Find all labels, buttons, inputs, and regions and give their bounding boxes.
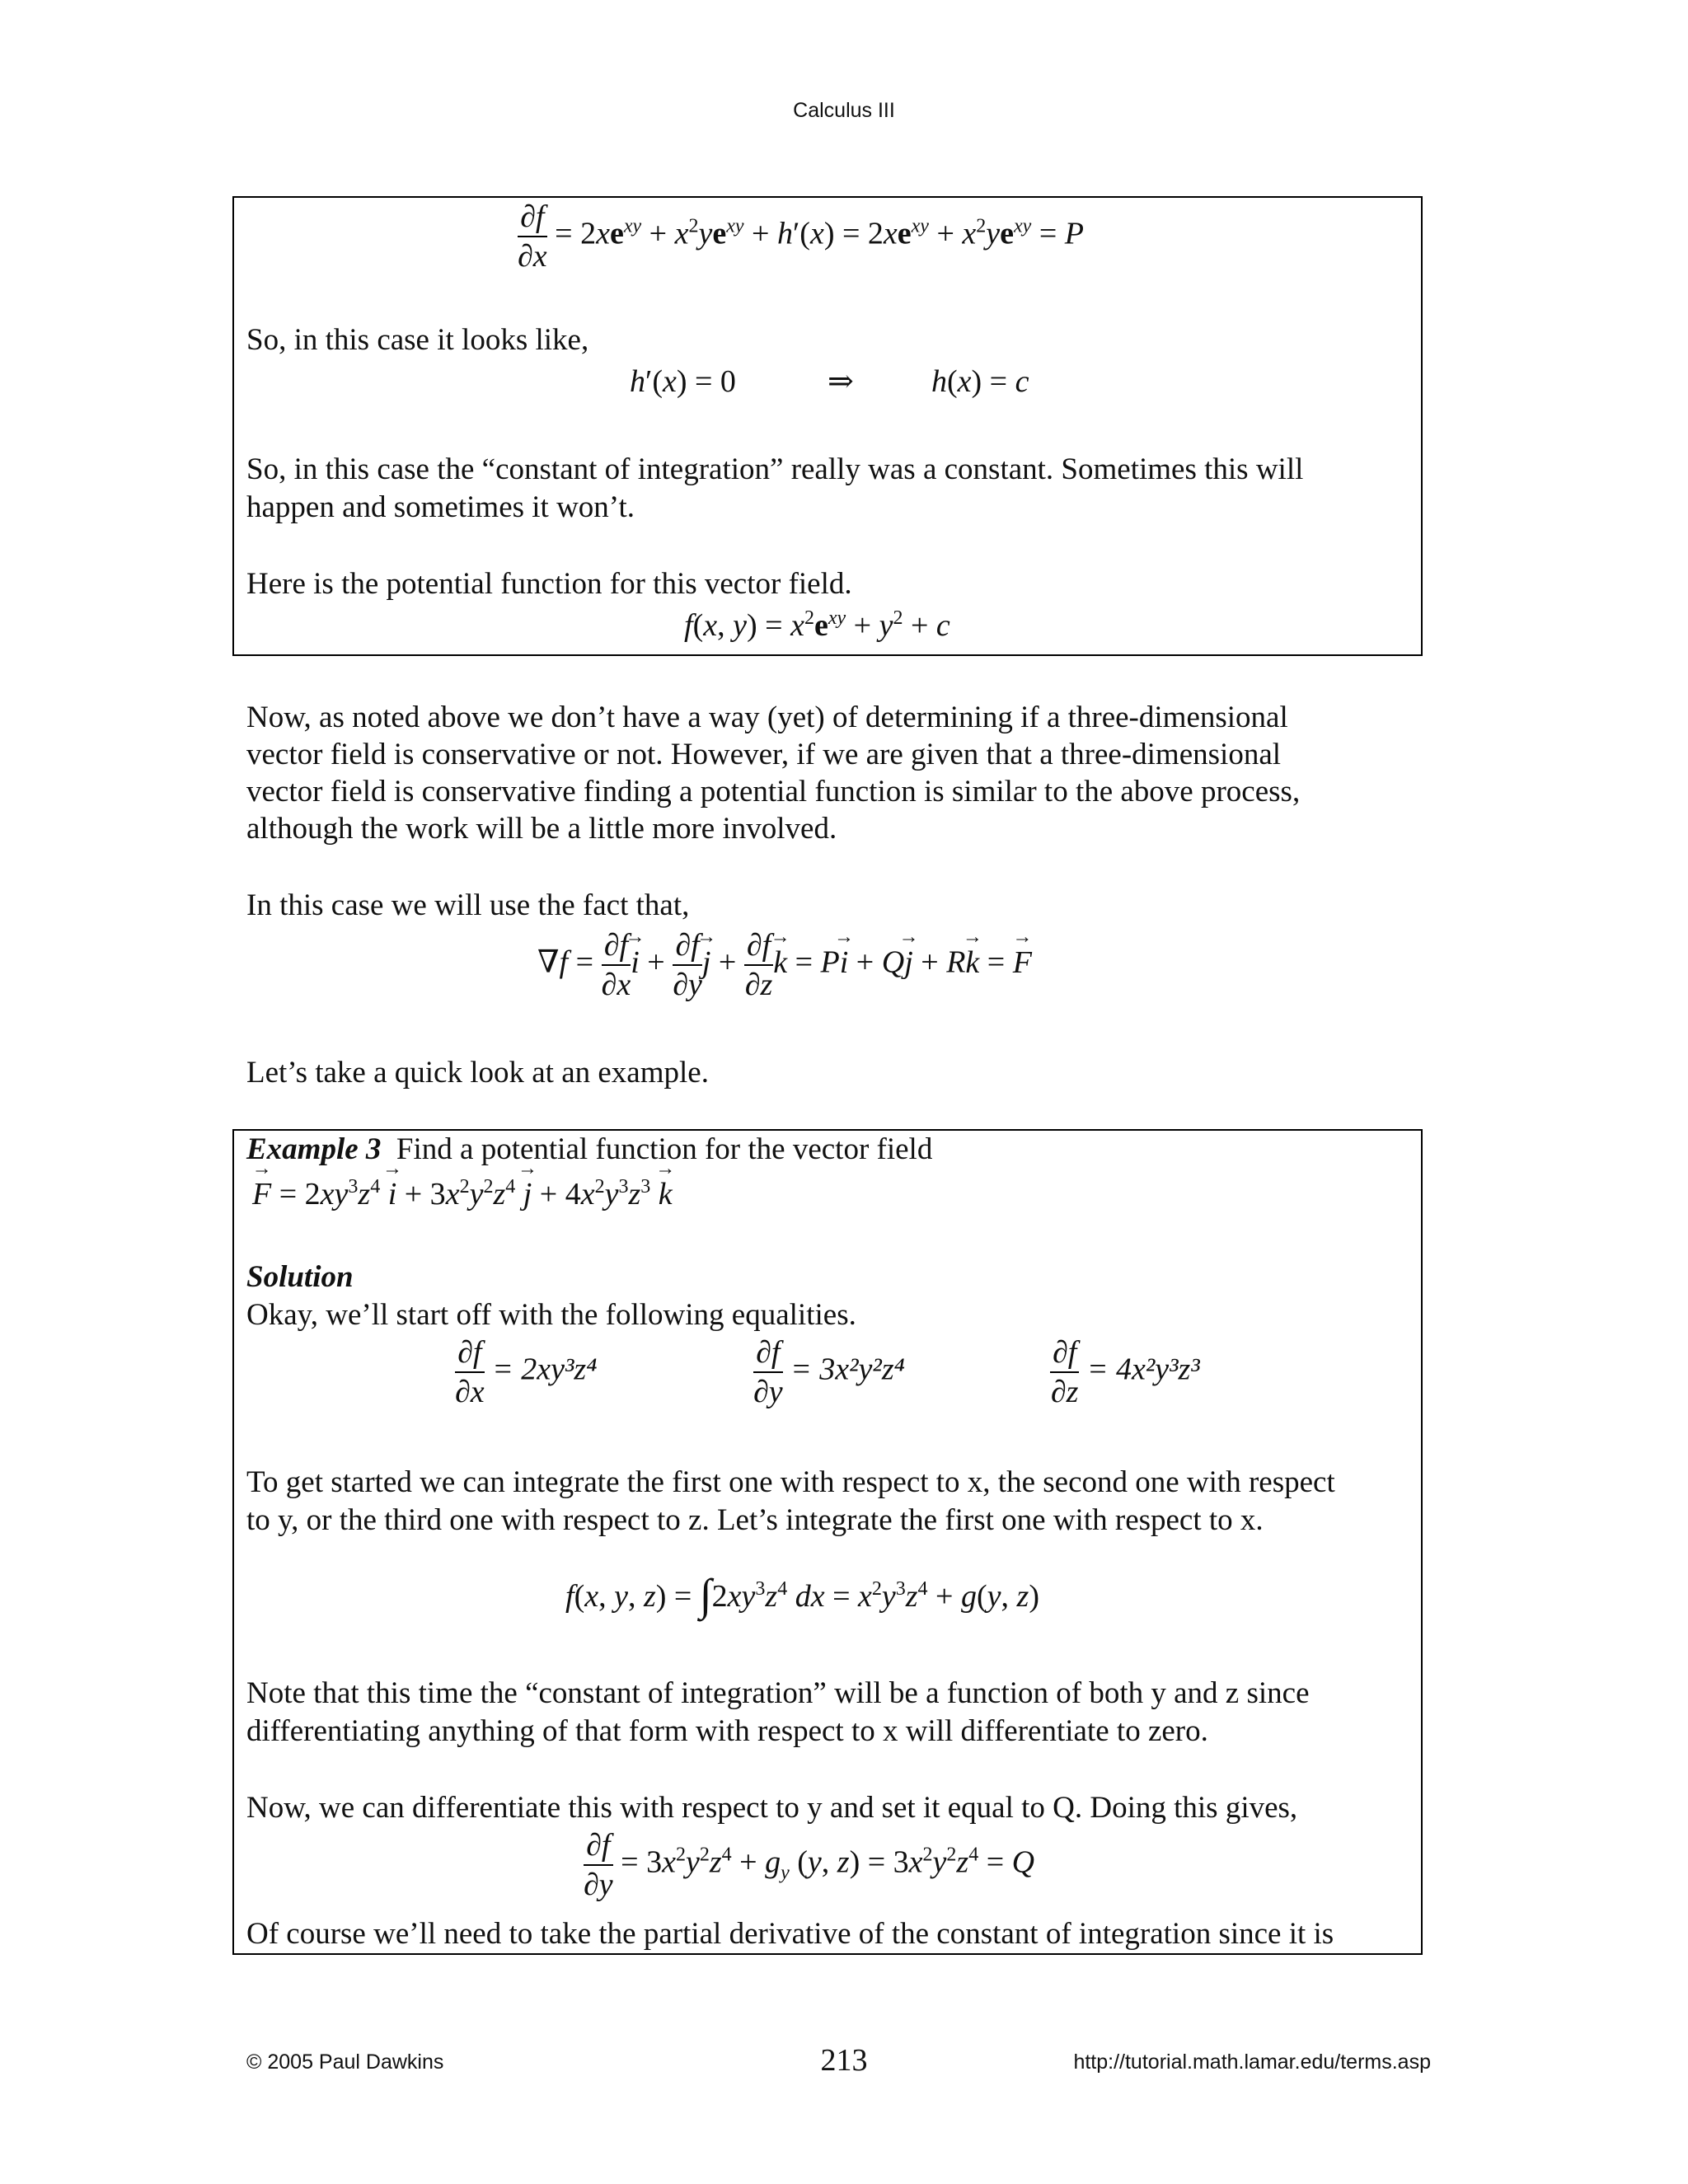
box1-text-3: Here is the potential function for this vector field. — [246, 567, 852, 601]
example-para-b-line2: differentiating anything of that form with respect to x will differentiate to zero. — [246, 1714, 1208, 1748]
para1-line1: Now, as noted above we don’t have a way (yet) of determining if a three-dimensional — [246, 701, 1288, 734]
example-para-b-line1: Note that this time the “constant of integration” will be a function of both y and z since — [246, 1676, 1310, 1710]
page-header: Calculus III — [793, 99, 895, 122]
example-para-d: Of course we’ll need to take the partial derivative of the constant of integration since it is — [246, 1917, 1334, 1951]
para1-line3: vector field is conservative finding a potential function is similar to the above process, — [246, 775, 1301, 808]
para3: Let’s take a quick look at an example. — [246, 1056, 709, 1090]
potential-function-equation: f(x, $y) = x^2e^{xy} + y^2 + c$ — [684, 607, 950, 643]
example-prompt: Find a potential function for the vector field — [396, 1132, 933, 1166]
frac-num: ∂f — [518, 201, 547, 237]
example-para-a-line1: To get started we can integrate the first one with respect to x, the second one with respect — [246, 1465, 1335, 1499]
box1-text-1: So, in this case it looks like, — [246, 323, 589, 357]
frac-den: ∂x — [518, 239, 547, 274]
box1-text-2a: So, in this case the “constant of integration” really was a constant. Sometimes this will — [246, 452, 1304, 486]
solution-label: Solution — [246, 1260, 354, 1294]
para1-line4: although the work will be a little more involved. — [246, 812, 837, 846]
para2: In this case we will use the fact that, — [246, 888, 690, 922]
h-prime-equation: h′(x) = 0 — [630, 364, 736, 399]
partial-x-equation: $\frac{\partial f}{\partial x}$ = $2xe^{xy} + x^2ye^{xy} + h'(x) = 2xe^{xy} + x^2ye^{xy} = P$ — [518, 199, 1084, 274]
integral-equation: f(x, y, $z) = \int 2xy^3z^4$ dx = $x^2y^3z^4 + g(y$, z) — [565, 1570, 1039, 1619]
df-dy-equation: $\frac{\partial f}{\partial y}$ = 3x²y²z⁴ — [753, 1335, 905, 1409]
example-label: Example 3 — [246, 1132, 382, 1166]
footer-url[interactable]: http://tutorial.math.lamar.edu/terms.asp — [1073, 2050, 1431, 2074]
h-equation: h(x) = c — [931, 364, 1029, 399]
example-heading — [246, 1134, 932, 1165]
vector-field-equation: → $F = 2xy^3z^4 \to i + 3x^2y^2z^4 \to j + 4x^2y^3z^3 \to k$ — [252, 1179, 673, 1210]
example-para-a-line2: to y, or the third one with respect to z. Let’s integrate the first one with respect to x. — [246, 1503, 1264, 1537]
df-dy-q-equation: $\frac{\partial f}{\partial y}$ = $3x^2y^2z^4 + g_y$ (y, $z) = 3x^2y^2z^4 = Q$ — [584, 1828, 1035, 1902]
gradient-equation: ∇f = $\frac{\partial f}{\partial x}$ → i + $\frac{\partial f}{\partial y}$ → j + $\frac{\partial f}{\partial z}$ → k = P→ i + Q→ j + R→ k = → F — [537, 930, 1032, 1001]
example-para-c: Now, we can differentiate this with respect to y and set it equal to Q. Doing this gives, — [246, 1791, 1298, 1825]
example-line1: Okay, we’ll start off with the following equalities. — [246, 1298, 856, 1332]
para1-line2: vector field is conservative or not. However, if we are given that a three-dimensional — [246, 738, 1282, 771]
page-number: 213 — [820, 2043, 868, 2078]
df-dz-equation: $\frac{\partial f}{\partial z}$ = 4x²y³z³ — [1050, 1335, 1200, 1409]
implies-arrow: ⇒ — [828, 364, 854, 399]
box1-text-2b: happen and sometimes it won’t. — [246, 490, 635, 524]
df-dx-equation: $\frac{\partial f}{\partial x}$ = 2xy³z⁴ — [455, 1335, 598, 1409]
copyright: © 2005 Paul Dawkins — [246, 2050, 444, 2074]
